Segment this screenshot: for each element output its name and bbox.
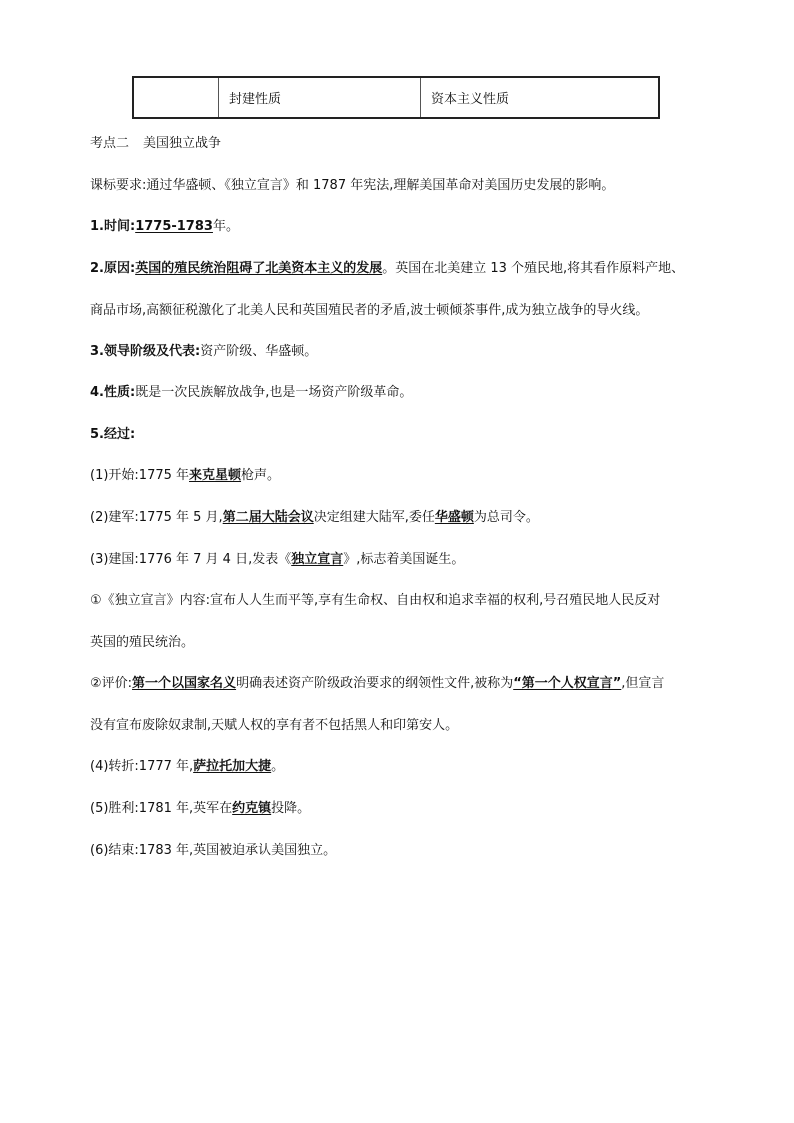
leader-item (90, 343, 730, 361)
declaration-eval-2: 没有宣布废除奴隶制,天赋人权的享有者不包括黑人和印第安人。 (90, 718, 459, 733)
time-value: 1775-1783 (135, 219, 213, 234)
nation-pre: (3)建国:1776 年 7 月 4 日,发表《 (90, 552, 292, 567)
nation-post: 》,标志着美国诞生。 (343, 552, 465, 567)
army-post: 为总司令。 (473, 510, 539, 525)
process-start (90, 467, 730, 485)
eval-post: ,但宣言 (621, 676, 665, 691)
cause-item (90, 260, 730, 278)
cause-label: 2.原因: (90, 261, 136, 276)
eval-pre: ②评价: (90, 676, 133, 691)
time-suffix: 年。 (212, 219, 239, 234)
turn-key: 萨拉托加大捷 (193, 759, 272, 774)
cause-rest-2: 商品市场,高额征税激化了北美人民和英国殖民者的矛盾,波士顿倾茶事件,成为独立战争的导火线。 (90, 303, 649, 318)
time-item (90, 218, 730, 236)
turn-post: 。 (271, 759, 285, 774)
nature-value: 既是一次民族解放战争,也是一场资产阶级革命。 (135, 385, 413, 400)
victory-pre: (5)胜利:1781 年,英军在 (90, 801, 233, 816)
section-title: 美国独立战争 (143, 136, 222, 151)
process-nation (90, 551, 730, 569)
victory-key: 约克镇 (232, 801, 272, 816)
army-key-1: 第二届大陆会议 (222, 510, 314, 525)
nature-item (90, 384, 730, 402)
turn-pre: (4)转折:1777 年, (90, 759, 194, 774)
process-victory (90, 800, 730, 818)
start-pre: (1)开始:1775 年 (90, 468, 190, 483)
declaration-eval (90, 675, 730, 693)
declaration-content-2: 英国的殖民统治。 (90, 635, 195, 650)
process-army (90, 509, 730, 527)
section-label: 考点二 (90, 136, 130, 151)
declaration-content-1: ①《独立宣言》内容:宣布人人生而平等,享有生命权、自由权和追求幸福的权利,号召殖民地人民反对 (90, 593, 661, 608)
cause-rest-1: 。英国在北美建立 13 个殖民地,将其看作原料产地、 (382, 261, 685, 276)
nature-label: 4.性质: (90, 385, 136, 400)
start-post: 枪声。 (241, 468, 281, 483)
army-pre: (2)建军:1775 年 5 月, (90, 510, 223, 525)
eval-key-2: “第一个人权宣言” (513, 676, 622, 691)
army-mid: 决定组建大陆军,委任 (313, 510, 435, 525)
comparison-table (132, 76, 660, 119)
table-cell-capitalist: 资本主义性质 (420, 78, 658, 117)
eval-mid: 明确表述资产阶级政治要求的纲领性文件,被称为 (236, 676, 514, 691)
leader-label: 3.领导阶级及代表: (90, 344, 201, 359)
nation-key: 独立宣言 (291, 552, 344, 567)
process-turn (90, 758, 730, 776)
cause-main: 英国的殖民统治阻碍了北美资本主义的发展 (135, 261, 383, 276)
leader-value: 资产阶级、华盛顿。 (200, 344, 318, 359)
start-key: 来克星顿 (189, 468, 242, 483)
section-heading (90, 135, 730, 153)
curriculum-standard: 课标要求:通过华盛顿、《独立宣言》和 1787 年宪法,理解美国革命对美国历史发展的影响。 (90, 178, 615, 193)
process-end: (6)结束:1783 年,英国被迫承认美国独立。 (90, 843, 337, 858)
army-key-2: 华盛顿 (434, 510, 474, 525)
table-cell-feudal: 封建性质 (218, 78, 420, 117)
eval-key-1: 第一个以国家名义 (132, 676, 237, 691)
time-label: 1.时间: (90, 219, 136, 234)
process-label: 5.经过: (90, 427, 136, 442)
victory-post: 投降。 (271, 801, 311, 816)
table-cell-empty (134, 78, 218, 117)
